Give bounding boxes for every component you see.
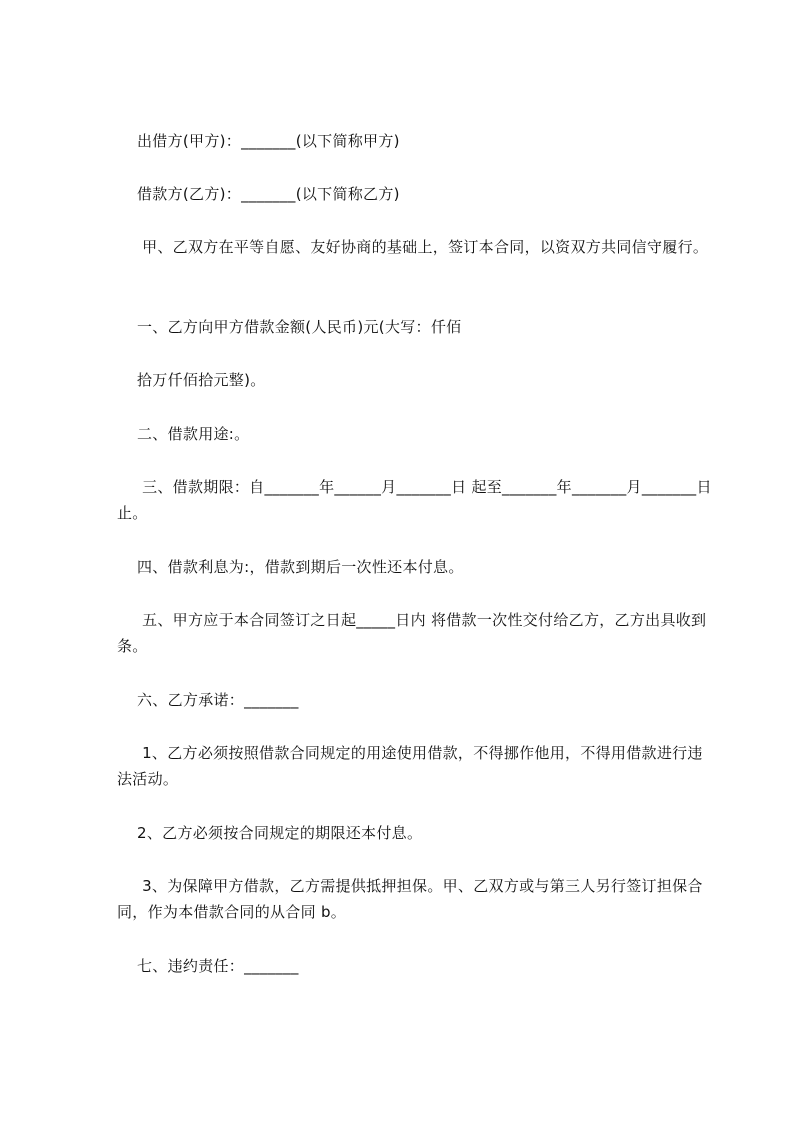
undertaking-1: 1、乙方必须按照借款合同规定的用途使用借款，不得挪作他用，不得用借款进行违法活动。 xyxy=(117,744,703,788)
clause-7-liability: 七、违约责任：_______ xyxy=(137,957,299,975)
preamble-paragraph: 甲、乙双方在平等自愿、友好协商的基础上，签订本合同，以资双方共同信守履行。 xyxy=(137,238,709,256)
clause-4-interest: 四、借款利息为:，借款到期后一次性还本付息。 xyxy=(137,558,464,576)
clause-2-purpose: 二、借款用途:。 xyxy=(137,425,250,443)
clause-5-delivery: 五、甲方应于本合同签订之日起_____日内 将借款一次性交付给乙方，乙方出具收到条。 xyxy=(117,611,707,655)
borrower-line: 借款方(乙方)：_______(以下简称乙方) xyxy=(137,185,400,203)
clause-1-amount-continued: 拾万仟佰拾元整)。 xyxy=(137,371,266,389)
undertaking-3: 3、为保障甲方借款，乙方需提供抵押担保。甲、乙双方或与第三人另行签订担保合同，作为本借款合同的从合同 b。 xyxy=(117,877,703,921)
clause-1-amount: 一、乙方向甲方借款金额(人民币)元(大写：仟佰 xyxy=(137,318,462,336)
clause-6-undertakings: 六、乙方承诺：_______ xyxy=(137,691,299,709)
lender-line: 出借方(甲方)：_______(以下简称甲方) xyxy=(137,132,400,150)
clause-3-term: 三、借款期限：自_______年______月_______日 起至_______年_______月_______日 止。 xyxy=(117,478,717,522)
undertaking-2: 2、乙方必须按合同规定的期限还本付息。 xyxy=(137,824,423,842)
